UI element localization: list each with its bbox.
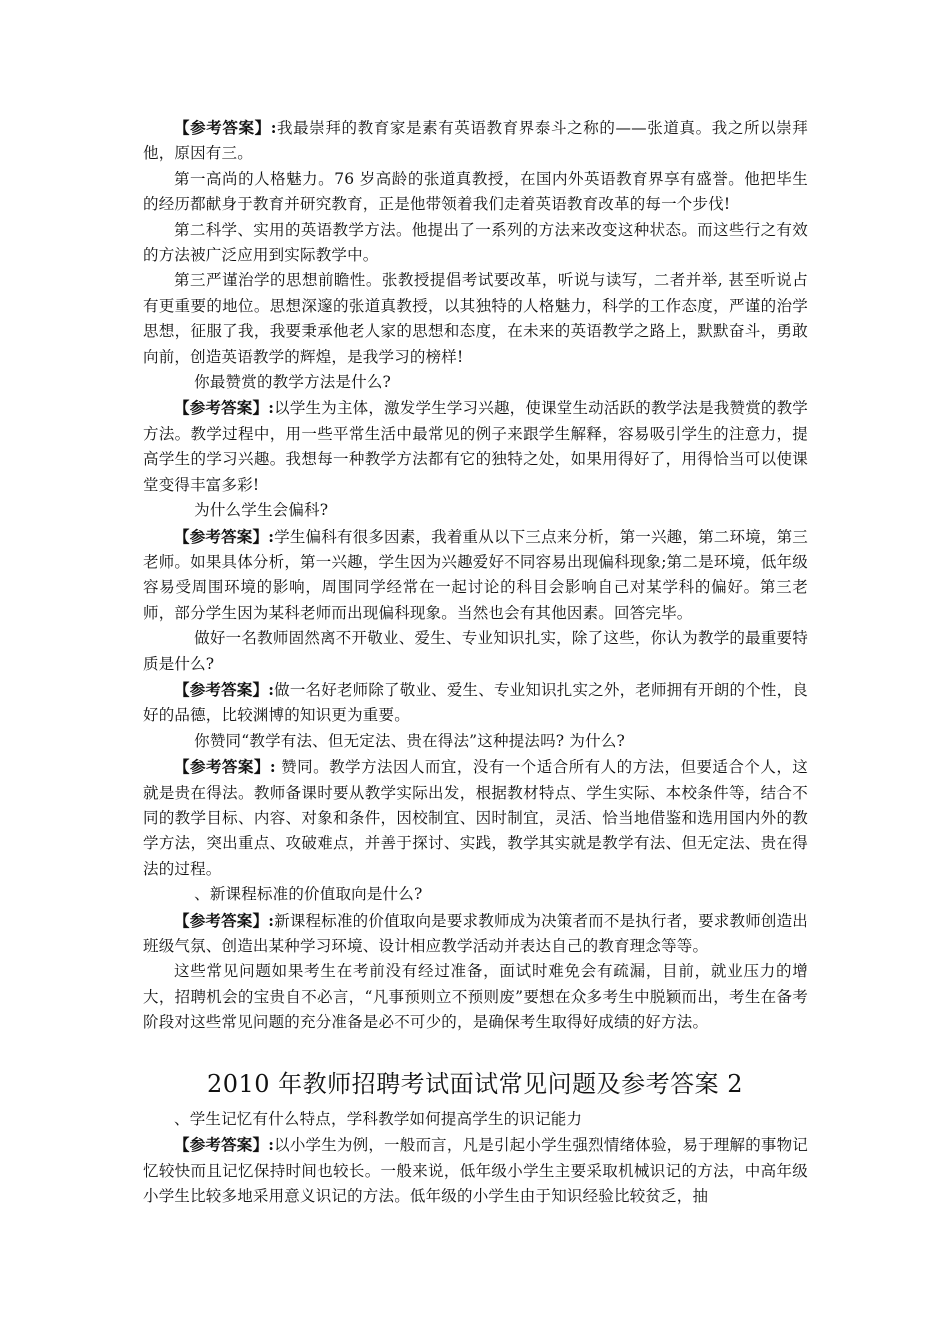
answer-text: 我最崇拜的教育家是素有英语教育界泰斗之称的——张道真。我之所以崇拜他，原因有三。 — [143, 119, 809, 163]
section-2 — [143, 1107, 808, 1210]
question-paragraph: 你赞同“教学有法、但无定法、贵在得法”这种提法吗? 为什么? — [194, 731, 626, 750]
answer-label: 【参考答案】: — [174, 526, 275, 546]
answer-label: 【参考答案】: — [174, 679, 275, 699]
question-paragraph: 、新课程标准的价值取向是什么? — [194, 885, 423, 904]
answer-paragraph — [143, 395, 808, 498]
answer-text: 赞同。教学方法因人而宜，没有一个适合所有人的方法，但要适合个人，这就是贵在得法。教师备课时要从教学实际出发，根据教材特点、学生实际、本校条件等，结合不同的教学目标、内容、对象和条件，因校制宜、因时制宜，灵活、恰当地借鉴和选用国内外的教学方法，突出重点、攻破难点，并善于探讨、实践，教学其实就是教学有法、但无定法、贵在得法的过程。 — [143, 758, 808, 878]
answer-label: 【参考答案】: — [174, 910, 275, 930]
answer-paragraph — [143, 115, 808, 167]
section-heading: 2010 年教师招聘考试面试常见问题及参考答案 2 — [206, 1070, 744, 1098]
answer-text: 以小学生为例，一般而言，凡是引起小学生强烈情绪体验，易于理解的事物记忆较快而且记忆保持时间也较长。一般来说，低年级小学生主要采取机械识记的方法，中高年级小学生比较多地采用意义识记的方法。低年级的小学生由于知识经验比较贫乏，抽 — [143, 1136, 808, 1206]
answer-paragraph — [143, 677, 808, 729]
answer-label: 【参考答案】: — [174, 1135, 275, 1155]
answer-paragraph — [143, 908, 808, 960]
answer-text: 以学生为主体，激发学生学习兴趣，使课堂生动活跃的教学法是我赞赏的教学方法。教学过程中，用一些平常生活中最常见的例子来跟学生解释，容易吸引学生的注意力，提高学生的学习兴趣。我想每一种教学方法都有它的独特之处，如果用得好了，用得恰当可以使课堂变得丰富多彩! — [143, 399, 808, 494]
answer-text: 学生偏科有很多因素，我着重从以下三点来分析，第一兴趣，第二环境，第三老师。如果具体分析，第一兴趣，学生因为兴趣爱好不同容易出现偏科现象;第二是环境，低年级容易受周围环境的影响，周围同学经常在一起讨论的科目会影响自己对某学科的偏好。第三老师，部分学生因为某科老师而出现偏科现象。当然也会有其他因素。回答完毕。 — [143, 527, 808, 622]
question-paragraph: 为什么学生会偏科? — [194, 501, 329, 520]
answer-label: 【参考答案】: — [174, 398, 275, 418]
answer-label: 【参考答案】: — [174, 757, 276, 777]
answer-paragraph — [143, 754, 808, 882]
answer-paragraph — [143, 524, 808, 627]
question-paragraph: 、学生记忆有什么特点，学科教学如何提高学生的识记能力 — [174, 1110, 583, 1128]
body-paragraph: 第一高尚的人格魅力。76 岁高龄的张道真教授，在国内外英语教育界享有盛誉。他把毕生的经历都献身于教育并研究教育，正是他带领着我们走着英语教育改革的每一个步伐! — [143, 169, 808, 214]
body-paragraph: 第二科学、实用的英语教学方法。他提出了一系列的方法来改变这种状态。而这些行之有效的方法被广泛应用到实际教学中。 — [143, 220, 808, 265]
question-paragraph: 做好一名教师固然离不开敬业、爱生、专业知识扎实，除了这些，你认为教学的最重要特质是什么? — [143, 629, 808, 673]
answer-text: 新课程标准的价值取向是要求教师成为决策者而不是执行者，要求教师创造出班级气氛、创造出某种学习环境、设计相应教学活动并表达自己的教育理念等等。 — [143, 911, 808, 955]
question-paragraph: 你最赞赏的教学方法是什么? — [194, 373, 392, 392]
answer-paragraph — [143, 1132, 808, 1209]
body-paragraph: 第三严谨治学的思想前瞻性。张教授提倡考试要改革，听说与读写，二者并举, 甚至听说占有更重要的地位。思想深邃的张道真教授，以其独特的人格魅力，科学的工作态度，严谨的治学思想，征服了我，我要秉承他老人家的思想和态度，在未来的英语教学之路上，默默奋斗，勇敢向前，创造英语教学的辉煌，是我学习的榜样! — [143, 271, 808, 366]
body-paragraph: 这些常见问题如果考生在考前没有经过准备，面试时难免会有疏漏，目前，就业压力的增大，招聘机会的宝贵自不必言，“凡事预则立不预则废”要想在众多考生中脱颖而出，考生在备考阶段对这些常见问题的充分准备是必不可少的，是确保考生取得好成绩的好方法。 — [143, 962, 808, 1032]
answer-text: 做一名好老师除了敬业、爱生、专业知识扎实之外，老师拥有开朗的个性，良好的品德，比较渊博的知识更为重要。 — [143, 680, 808, 725]
answer-label: 【参考答案】: — [174, 118, 277, 137]
section-1 — [143, 115, 808, 1036]
